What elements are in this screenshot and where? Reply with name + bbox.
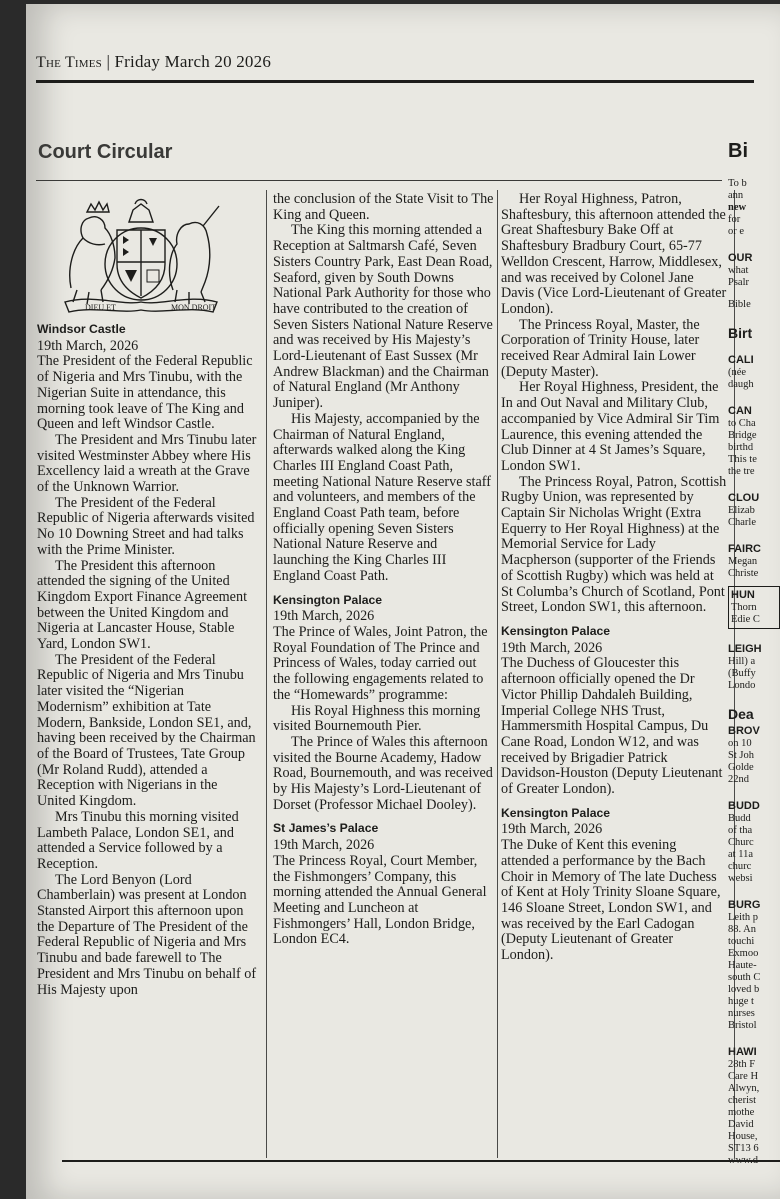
entry-date: 19th March, 2026 bbox=[501, 821, 603, 838]
side-label: HUN bbox=[731, 589, 755, 601]
side-text: Churc bbox=[728, 837, 754, 848]
column-divider bbox=[497, 190, 498, 1158]
side-text: 88. An bbox=[728, 924, 757, 935]
side-text: (née bbox=[728, 367, 747, 378]
side-text: mothe bbox=[728, 1107, 755, 1118]
side-text: Leith p bbox=[728, 912, 759, 923]
entry-heading: Kensington Palace bbox=[501, 805, 611, 820]
paragraph: The Lord Benyon (Lord Chamberlain) was present at London Stansted Airport this afternoon upon the Departure of The President of the Federal Republic of Nigeria and Mrs Tinubu and bade farewell to The President and Mrs Tinubu on behalf of His Majesty upon bbox=[37, 871, 257, 998]
side-text: websi bbox=[728, 873, 753, 884]
column-3 bbox=[501, 192, 727, 964]
side-text: daugh bbox=[728, 379, 754, 390]
side-text: Budd bbox=[728, 813, 751, 824]
section-title: Court Circular bbox=[38, 141, 173, 163]
entry-date: 19th March, 2026 bbox=[501, 639, 603, 656]
paragraph: The President of the Federal Republic of Nigeria and Mrs Tinubu later visited the “Nigerian Modernism” exhibition at Tate Modern, Bankside, London SE1, and, having been received by the Chairman of the Board of Trustees, Tate Group (Mr Roland Rudd), attended a Reception with Nigerians in the United Kingdom. bbox=[37, 651, 256, 810]
side-text: Golde bbox=[728, 762, 754, 773]
side-text: Megan bbox=[728, 556, 758, 567]
side-label: CAN bbox=[728, 405, 752, 417]
side-text: (Buffy bbox=[728, 668, 756, 679]
paragraph: The President of the Federal Republic of Nigeria afterwards visited No 10 Downing Street and had talks with the Prime Minister. bbox=[37, 494, 255, 558]
side-text: Edie C bbox=[731, 614, 760, 625]
side-text: Londo bbox=[728, 680, 756, 691]
side-text: 28th F bbox=[728, 1059, 756, 1070]
paragraph: His Majesty, accompanied by the Chairman of Natural England, afterwards walked along the King Charles III England Coast Path, meeting National Nature Reserve staff and volunteers, and members of the England Coast Path team, before officially opening Seven Sisters National Nature Reserve and launching the King Charles III England Coast Path. bbox=[273, 410, 491, 584]
masthead bbox=[36, 52, 742, 72]
side-subheading: Birt bbox=[728, 325, 753, 341]
entry-heading: Kensington Palace bbox=[501, 623, 611, 638]
side-text: huge t bbox=[728, 996, 754, 1007]
side-text: birthd bbox=[728, 442, 754, 453]
side-text: nurses bbox=[728, 1008, 755, 1019]
side-intro-line: for bbox=[728, 214, 741, 225]
side-text: Bristol bbox=[728, 1020, 757, 1031]
entry-date: 19th March, 2026 bbox=[273, 837, 375, 854]
side-text: churc bbox=[728, 861, 752, 872]
paragraph: The King this morning attended a Reception at Saltmarsh Café, Seven Sisters Country Park, East Dean Road, Seaford, given by South Downs National Park Authority for those who have contributed to the creation of Seven Sisters National Nature Reserve and was received by His Majesty’s Lord-Lieutenant of East Sussex (Mr Andrew Blackman) and the Chairman of Natural England (Mr Anthony Juniper). bbox=[273, 222, 493, 412]
side-intro-line: or e bbox=[728, 226, 745, 237]
side-text: cherist bbox=[728, 1095, 756, 1106]
side-text: Elizab bbox=[728, 505, 755, 516]
paragraph: The Duke of Kent this evening attended a performance by the Bach Choir in Memory of The late Duchess of Kent at Holy Trinity Sloane Square, 146 Sloane Street, London SW1, and was received by the Earl Cadogan (Deputy Lieutenant of Greater London). bbox=[501, 837, 721, 964]
paragraph: the conclusion of the State Visit to The King and Queen. bbox=[273, 191, 494, 223]
column-1 bbox=[37, 192, 259, 998]
side-intro-line: ann bbox=[728, 190, 744, 201]
side-heading: Bi bbox=[728, 140, 748, 162]
paragraph: The Duchess of Gloucester this afternoon officially opened the Dr Victor Phillip Dahdaleh Building, Imperial College NHS Trust, Hammersmith Hospital Campus, Du Cane Road, London W12, and was received by Brigadier Patrick Davidson-Houston (Deputy Lieutenant of Greater London). bbox=[501, 655, 723, 798]
paragraph: The Princess Royal, Court Member, the Fishmongers’ Company, this morning attended the Annual General Meeting and Luncheon at Fishmongers’ Hall, London Bridge, London EC4. bbox=[273, 852, 487, 948]
paragraph: Her Royal Highness, Patron, Shaftesbury, this afternoon attended the Great Shaftesbury Bake Off at Shaftesbury Bradbury Court, 65-77 Welldon Crescent, Harrow, Middlesex, and was received by Colonel Jane Davis (Vice Lord-Lieutenant of Greater London). bbox=[501, 191, 727, 317]
issue-date: Friday March 20 2026 bbox=[114, 52, 272, 71]
paragraph: Mrs Tinubu this morning visited Lambeth Palace, London SE1, and attended a Service followed by a Reception. bbox=[37, 808, 239, 872]
side-text: Care H bbox=[728, 1071, 759, 1082]
side-label: CALI bbox=[728, 354, 754, 366]
paragraph: The Prince of Wales this afternoon visited the Bourne Academy, Hadow Road, Bournemouth, and was received by His Majesty’s Lord-Lieutenant of Dorset (Professor Michael Dooley). bbox=[273, 733, 493, 813]
side-text: 22nd bbox=[728, 774, 749, 785]
side-text: Alwyn, bbox=[728, 1083, 760, 1094]
side-text: loved b bbox=[728, 984, 760, 995]
footer-rule bbox=[62, 1160, 780, 1162]
side-text: to Cha bbox=[728, 418, 756, 429]
side-text: ST13 6 bbox=[728, 1143, 759, 1154]
side-text: Bridge bbox=[728, 430, 757, 441]
entry-date: 19th March, 2026 bbox=[273, 608, 375, 625]
column-2 bbox=[273, 192, 495, 948]
paragraph: The Princess Royal, Patron, Scottish Rugby Union, was represented by Captain Sir Nicholas Wright (Extra Equerry to Her Royal Highness) at the Memorial Service for Lady Macpherson (supporter of the Friends of Scottish Rugby) which was held at St Columba’s Church of Scotland, Pont Street, London SW1, this afternoon. bbox=[501, 473, 727, 616]
side-text: Exmoo bbox=[728, 948, 759, 959]
entry-heading: St James’s Palace bbox=[273, 821, 379, 836]
column-divider bbox=[266, 190, 267, 1158]
paragraph: The President and Mrs Tinubu later visited Westminster Abbey where His Excellency laid a wreath at the Grave of the Unknown Warrior. bbox=[37, 431, 257, 496]
paper-name: The Times bbox=[36, 54, 103, 71]
motto-right: MON DROIT bbox=[171, 303, 217, 312]
side-text: south C bbox=[728, 972, 761, 983]
paragraph: The Prince of Wales, Joint Patron, the Royal Foundation of The Prince and Princess of Wales, today carried out the following engagements related to the “Homewards” programme: bbox=[273, 623, 488, 703]
side-text: Haute- bbox=[728, 960, 757, 971]
side-label: BURG bbox=[728, 899, 761, 911]
royal-coat-of-arms-icon bbox=[53, 194, 229, 314]
side-text: of tha bbox=[728, 825, 753, 836]
side-label: BROV bbox=[728, 725, 760, 737]
side-text: what bbox=[728, 265, 749, 276]
side-text: at 11a bbox=[728, 849, 753, 860]
side-text: Charle bbox=[728, 517, 756, 528]
side-text: David bbox=[728, 1119, 754, 1130]
side-column-clipped bbox=[728, 140, 780, 1154]
side-label: BUDD bbox=[728, 800, 760, 812]
side-text: on 10 bbox=[728, 738, 752, 749]
side-text: Christe bbox=[728, 568, 759, 579]
side-label: LEIGH bbox=[728, 643, 762, 655]
motto-left: DIEU ET bbox=[85, 303, 116, 312]
side-text: touchi bbox=[728, 936, 755, 947]
side-subheading: Dea bbox=[728, 706, 754, 722]
side-text: Psalr bbox=[728, 277, 749, 288]
paragraph: The President this afternoon attended the signing of the United Kingdom Export Finance Agreement between the United Kingdom and Nigeria at Lancaster House, Stable Yard, London SW1. bbox=[37, 557, 248, 653]
side-text: Hill) a bbox=[728, 656, 756, 667]
masthead-rule bbox=[36, 80, 754, 83]
side-text: This te bbox=[728, 454, 757, 465]
entry-heading: Kensington Palace bbox=[273, 592, 383, 607]
side-text: St Joh bbox=[728, 750, 754, 761]
side-label: HAWI bbox=[728, 1046, 757, 1058]
side-label: OUR bbox=[728, 252, 753, 264]
side-text: Bible bbox=[728, 299, 751, 310]
side-text: House, bbox=[728, 1131, 758, 1142]
entry-date: 19th March, 2026 bbox=[37, 337, 139, 354]
side-text: Thorn bbox=[731, 602, 757, 613]
side-label: FAIRC bbox=[728, 543, 761, 555]
paragraph: Her Royal Highness, President, the In and Out Naval and Military Club, accompanied by Vice Admiral Sir Tim Laurence, this evening attended the Club Dinner at 4 St James’s Square, London SW1. bbox=[501, 379, 720, 474]
side-label: CLOU bbox=[728, 492, 760, 504]
masthead-separator: | bbox=[106, 52, 115, 71]
side-boxed-notice bbox=[728, 586, 780, 629]
side-intro-line: new bbox=[728, 202, 747, 213]
side-intro-line: To b bbox=[728, 178, 747, 189]
side-text: the tre bbox=[728, 466, 755, 477]
paragraph: The Princess Royal, Master, the Corporation of Trinity House, later received Rear Admiral Iain Lower (Deputy Master). bbox=[501, 316, 700, 380]
section-rule bbox=[36, 180, 722, 181]
entry-heading: Windsor Castle bbox=[37, 322, 126, 336]
paragraph: His Royal Highness this morning visited Bournemouth Pier. bbox=[273, 702, 481, 735]
paragraph: The President of the Federal Republic of Nigeria and Mrs Tinubu, with the Nigerian Suite in attendance, this morning took leave of The King and Queen and left Windsor Castle. bbox=[37, 353, 253, 433]
